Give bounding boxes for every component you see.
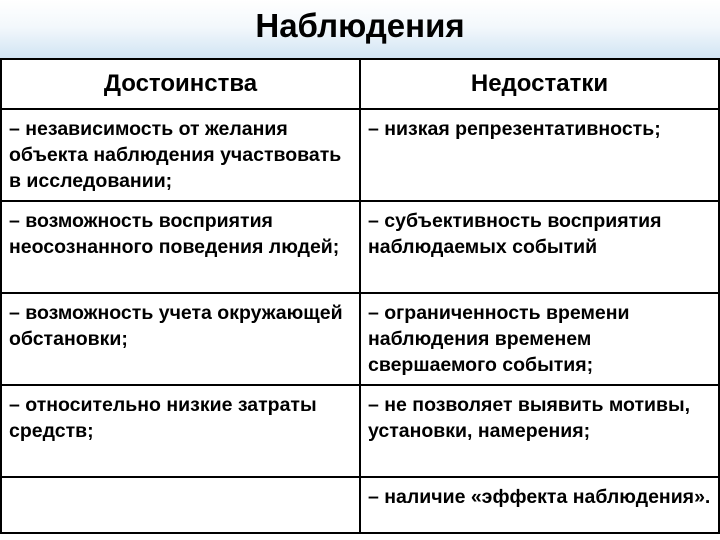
disadvantage-cell: – не позволяет выявить мотивы, установки, намерения; [360,385,719,477]
advantage-cell [1,477,360,533]
header-advantages: Достоинства [1,59,360,109]
advantage-cell: – относительно низкие затраты средств; [1,385,360,477]
advantage-cell: – возможность восприятия неосознанного поведения людей; [1,201,360,293]
table-row [1,201,719,293]
disadvantage-cell: – ограниченность времени наблюдения временем свершаемого события; [360,293,719,385]
table-row [1,109,719,201]
slide-title: Наблюдения [255,7,465,44]
table-header-row [1,59,719,109]
header-disadvantages: Недостатки [360,59,719,109]
disadvantage-cell: – низкая репрезентативность; [360,109,719,201]
table-row [1,477,719,533]
comparison-table [0,58,720,534]
disadvantage-cell: – субъективность восприятия наблюдаемых событий [360,201,719,293]
table-row [1,293,719,385]
advantage-cell: – независимость от желания объекта наблюдения участвовать в исследовании; [1,109,360,201]
advantage-cell: – возможность учета окружающей обстановки; [1,293,360,385]
disadvantage-cell: – наличие «эффекта наблюдения». [360,477,719,533]
table-row [1,385,719,477]
